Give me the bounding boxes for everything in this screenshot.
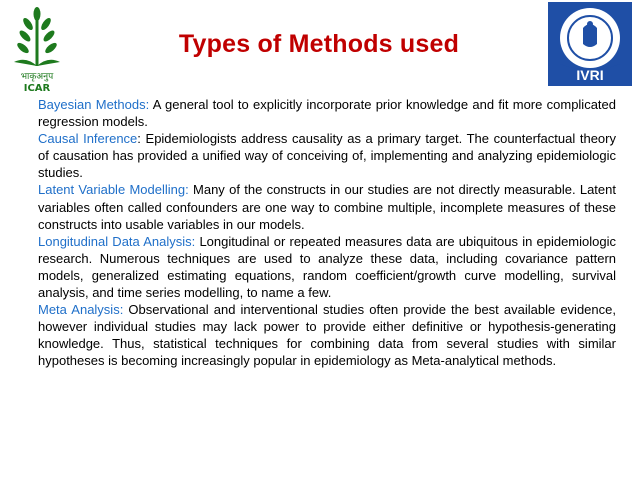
section-meta-analysis xyxy=(38,301,616,369)
slide-body xyxy=(38,96,616,370)
icar-logo-caption-hindi: भाकृअनुप xyxy=(20,72,54,82)
term-label: Longitudinal Data Analysis: xyxy=(38,233,196,249)
term-label: Meta Analysis: xyxy=(38,302,124,318)
term-label: Bayesian Methods: xyxy=(38,97,150,112)
icar-logo-caption: ICAR xyxy=(23,83,51,94)
term-description: A general tool to explicitly incorporate prior knowledge and fit more complicated regression models. xyxy=(38,97,616,130)
term-description: Observational and interventional studies often provide the best available evidence, however individual studies may lack power to provide either definitive or hypothesis-generating knowledge. Thus, statistical techniques for combining data from several studies with similar hypotheses is becoming increasingly popular in epidemiology as Meta-analytical methods. xyxy=(38,302,616,369)
term-description: Epidemiologists address causality as a primary target. The counterfactual theory of causation has provided a unified way of conceiving of, implementing and analyzing epidemiologic studies. xyxy=(38,131,616,181)
term-colon: : xyxy=(137,131,141,147)
term-label: Latent Variable Modelling: xyxy=(38,182,189,198)
section-bayesian-methods xyxy=(38,96,616,130)
ivri-logo-text: IVRI xyxy=(576,67,604,83)
section-latent-variable-modelling xyxy=(38,181,616,232)
term-label: Causal Inference xyxy=(38,131,138,147)
term-description: Longitudinal or repeated measures data are ubiquitous in epidemiologic research. Numerous techniques are used to analyze these data, including covariance pattern models, generalized estimating equations, random coefficient/growth curve modelling, survival analysis, and time series modelling, to name a few. xyxy=(38,233,616,301)
section-causal-inference xyxy=(38,130,616,181)
section-longitudinal-data-analysis xyxy=(38,233,616,301)
slide-title: Types of Methods used xyxy=(178,30,460,58)
term-description: Many of the constructs in our studies are not directly measurable. Latent variables often called confounders are one way to combine multiple, incomplete measures of these constructs into usable variables in our models. xyxy=(38,182,616,232)
